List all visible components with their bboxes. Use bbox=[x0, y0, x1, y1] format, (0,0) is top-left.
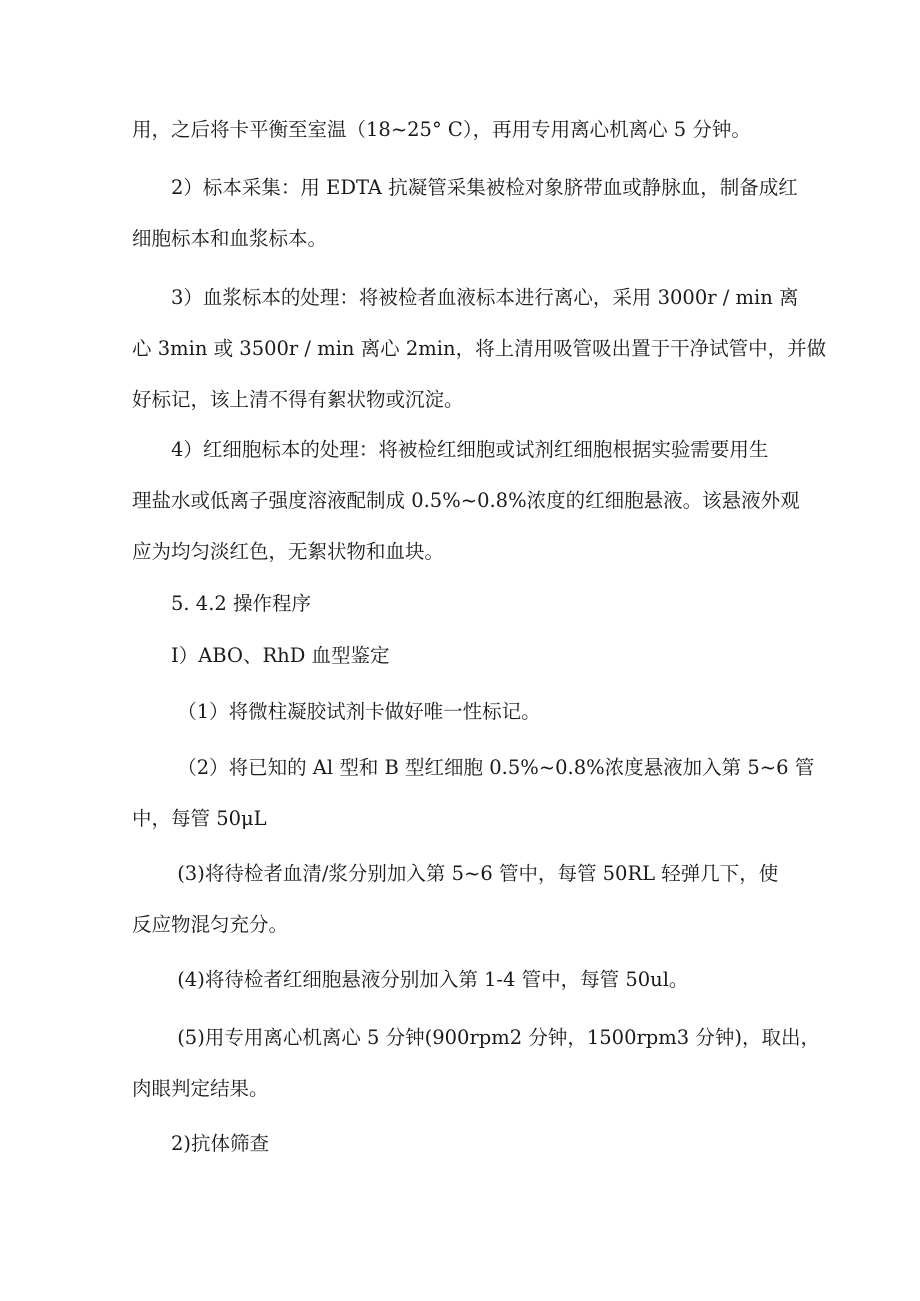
text-line: （2）将已知的 Al 型和 B 型红细胞 0.5%~0.8%浓度悬液加入第 5~6 管 bbox=[132, 756, 815, 779]
text-line: 4）红细胞标本的处理：将被检红细胞或试剂红细胞根据实验需要用生 bbox=[132, 438, 769, 461]
text-line: (5)用专用离心机离心 5 分钟(900rpm2 分钟，1500rpm3 分钟)，取出， bbox=[132, 1026, 820, 1049]
section-heading-procedure bbox=[132, 578, 812, 629]
text-line: 2)抗体筛查 bbox=[132, 1132, 270, 1155]
text-line: 应为均匀淡红色，无絮状物和血块。 bbox=[132, 540, 445, 563]
subheading-abo-rhd bbox=[132, 630, 812, 681]
paragraph-rbc-processing bbox=[132, 424, 812, 577]
text-line: 反应物混匀充分。 bbox=[132, 913, 289, 936]
text-line: 好标记，该上清不得有絮状物或沉淀。 bbox=[132, 388, 464, 411]
step-4 bbox=[132, 954, 812, 1005]
step-1 bbox=[132, 686, 812, 737]
text-line: 细胞标本和血浆标本。 bbox=[132, 227, 328, 250]
step-2 bbox=[132, 742, 815, 844]
text-line: (3)将待检者血清/浆分别加入第 5~6 管中，每管 50RL 轻弹几下，使 bbox=[132, 862, 779, 885]
subheading-antibody-screening bbox=[132, 1118, 812, 1169]
paragraph-sample-collection bbox=[132, 162, 812, 264]
paragraph-plasma-processing bbox=[132, 272, 827, 425]
text-line: I）ABO、RhD 血型鉴定 bbox=[132, 644, 390, 667]
text-line: 肉眼判定结果。 bbox=[132, 1077, 269, 1100]
text-line: （1）将微柱凝胶试剂卡做好唯一性标记。 bbox=[132, 700, 541, 723]
text-line: 用，之后将卡平衡至室温（18~25° C），再用专用离心机离心 5 分钟。 bbox=[132, 118, 751, 141]
paragraph-continuation bbox=[132, 104, 812, 155]
text-line: 心 3min 或 3500r / min 离心 2min，将上清用吸管吸出置于干净试管中，并做 bbox=[132, 337, 827, 360]
step-3 bbox=[132, 848, 812, 950]
text-line: 中，每管 50μL bbox=[132, 807, 267, 830]
step-5 bbox=[132, 1012, 820, 1114]
text-line: 2）标本采集：用 EDTA 抗凝管采集被检对象脐带血或静脉血，制备成红 bbox=[132, 176, 798, 199]
text-line: 3）血浆标本的处理：将被检者血液标本进行离心，采用 3000r / min 离 bbox=[132, 286, 799, 309]
text-line: 理盐水或低离子强度溶液配制成 0.5%~0.8%浓度的红细胞悬液。该悬液外观 bbox=[132, 489, 800, 512]
text-line: 5. 4.2 操作程序 bbox=[132, 592, 312, 615]
text-line: (4)将待检者红细胞悬液分别加入第 1-4 管中，每管 50ul。 bbox=[132, 968, 689, 991]
